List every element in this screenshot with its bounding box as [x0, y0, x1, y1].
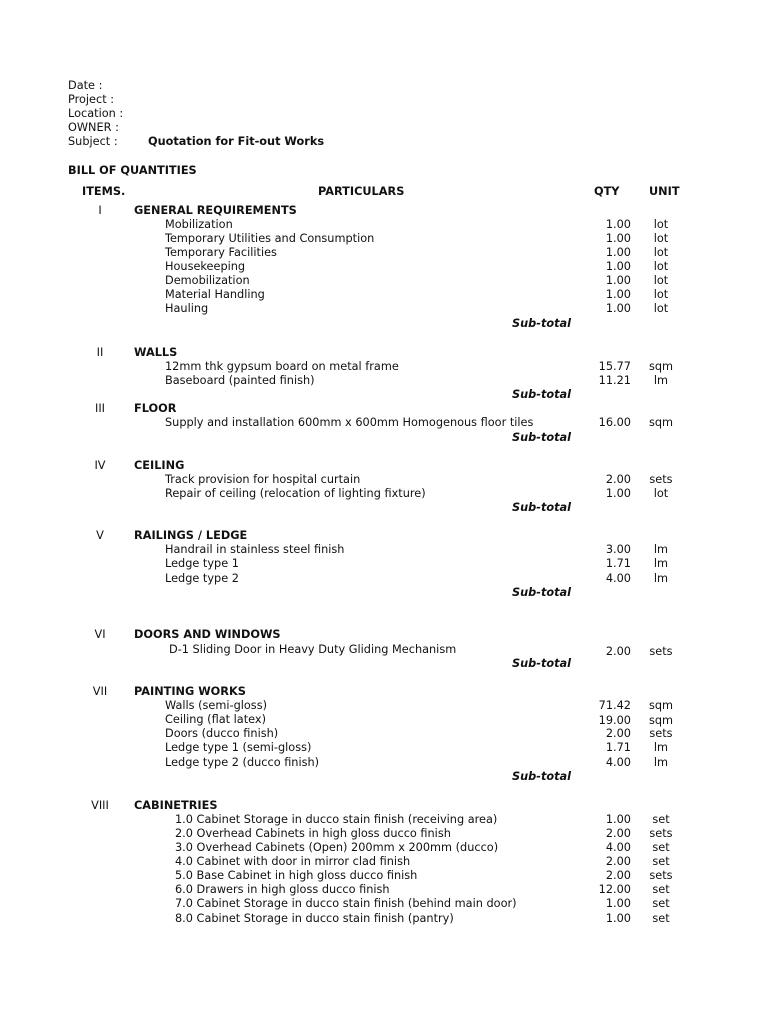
line-item-desc: D-1 Sliding Door in Heavy Duty Gliding Mechanism [169, 643, 457, 656]
line-item-qty: 3.00 [605, 543, 631, 556]
line-item-qty: 1.00 [605, 302, 631, 315]
line-item-desc: Temporary Facilities [165, 246, 277, 259]
section-title: CEILING [134, 459, 185, 472]
line-item-unit: sqm [648, 360, 674, 373]
line-item-qty: 1.00 [605, 288, 631, 301]
line-item-desc: Demobilization [165, 274, 250, 287]
col-header-unit: UNIT [649, 185, 680, 198]
line-item-unit: set [652, 841, 670, 854]
line-item-unit: lot [653, 288, 669, 301]
line-item-desc: 5.0 Base Cabinet in high gloss ducco finish [175, 869, 418, 882]
line-item-unit: set [652, 855, 670, 868]
line-item-qty: 2.00 [605, 473, 631, 486]
section-number: VIII [91, 799, 109, 812]
line-item-unit: sqm [648, 416, 674, 429]
date-label: Date : [68, 79, 103, 92]
section-number: II [96, 346, 104, 359]
section-number: VII [92, 685, 108, 698]
line-item-qty: 15.77 [598, 360, 631, 373]
line-item-qty: 1.00 [605, 246, 631, 259]
line-item-unit: sqm [648, 714, 674, 727]
line-item-desc: Ledge type 2 (ducco finish) [165, 756, 320, 769]
line-item-qty: 1.00 [605, 274, 631, 287]
line-item-unit: lot [653, 232, 669, 245]
line-item-desc: 6.0 Drawers in high gloss ducco finish [175, 883, 390, 896]
section-title: RAILINGS / LEDGE [134, 529, 248, 542]
owner-label: OWNER : [68, 121, 119, 134]
line-item-qty: 4.00 [605, 841, 631, 854]
section-number: III [95, 402, 105, 415]
section-number: I [98, 204, 102, 217]
line-item-desc: Mobilization [165, 218, 233, 231]
line-item-desc: Ledge type 2 [165, 572, 239, 585]
line-item-qty: 2.00 [605, 645, 631, 658]
line-item-desc: 3.0 Overhead Cabinets (Open) 200mm x 200mm (ducco) [175, 841, 499, 854]
line-item-qty: 11.21 [598, 374, 631, 387]
line-item-qty: 2.00 [605, 827, 631, 840]
line-item-unit: lot [653, 246, 669, 259]
line-item-unit: sets [649, 645, 673, 658]
line-item-unit: lm [653, 756, 669, 769]
subtotal-label: Sub-total [511, 317, 571, 330]
line-item-desc: Baseboard (painted finish) [165, 374, 315, 387]
line-item-unit: set [652, 897, 670, 910]
line-item-qty: 1.00 [605, 487, 631, 500]
line-item-desc: Walls (semi-gloss) [165, 699, 267, 712]
line-item-unit: sets [649, 473, 673, 486]
line-item-qty: 2.00 [605, 855, 631, 868]
line-item-qty: 4.00 [605, 756, 631, 769]
line-item-unit: sets [649, 727, 673, 740]
line-item-qty: 1.00 [605, 912, 631, 925]
line-item-unit: set [652, 813, 670, 826]
col-header-qty: QTY [594, 185, 620, 198]
line-item-unit: sets [649, 869, 673, 882]
line-item-unit: sets [649, 827, 673, 840]
line-item-desc: Ceiling (flat latex) [165, 713, 266, 726]
line-item-qty: 71.42 [598, 699, 631, 712]
location-line [68, 107, 148, 120]
section-title: FLOOR [134, 402, 177, 415]
line-item-desc: Supply and installation 600mm x 600mm Homogenous floor tiles [165, 416, 534, 429]
line-item-qty: 1.00 [605, 218, 631, 231]
line-item-qty: 1.00 [605, 897, 631, 910]
section-number: V [96, 529, 104, 542]
subject-label: Subject : [68, 135, 118, 148]
line-item-desc: Track provision for hospital curtain [165, 473, 361, 486]
line-item-unit: set [652, 883, 670, 896]
subject-line [68, 135, 324, 148]
col-header-items: ITEMS. [82, 185, 126, 198]
section-title: PAINTING WORKS [134, 685, 246, 698]
line-item-desc: Temporary Utilities and Consumption [165, 232, 375, 245]
location-label: Location : [68, 107, 124, 120]
subtotal-label: Sub-total [511, 770, 571, 783]
section-title: DOORS AND WINDOWS [134, 628, 281, 641]
line-item-qty: 1.71 [605, 741, 631, 754]
line-item-unit: lm [653, 543, 669, 556]
line-item-qty: 1.00 [605, 260, 631, 273]
line-item-desc: 8.0 Cabinet Storage in ducco stain finish (pantry) [175, 912, 454, 925]
line-item-qty: 19.00 [598, 714, 631, 727]
line-item-desc: 1.0 Cabinet Storage in ducco stain finish (receiving area) [175, 813, 498, 826]
col-header-particulars: PARTICULARS [318, 185, 405, 198]
subtotal-label: Sub-total [511, 586, 571, 599]
line-item-desc: 2.0 Overhead Cabinets in high gloss ducco finish [175, 827, 451, 840]
section-title: GENERAL REQUIREMENTS [134, 204, 297, 217]
line-item-qty: 1.00 [605, 232, 631, 245]
line-item-unit: lot [653, 302, 669, 315]
line-item-qty: 2.00 [605, 727, 631, 740]
line-item-unit: sqm [648, 699, 674, 712]
line-item-unit: lot [653, 274, 669, 287]
line-item-unit: lot [653, 487, 669, 500]
line-item-qty: 2.00 [605, 869, 631, 882]
date-line [68, 79, 148, 92]
project-line [68, 93, 148, 106]
section-title: WALLS [134, 346, 178, 359]
line-item-desc: 7.0 Cabinet Storage in ducco stain finish (behind main door) [175, 897, 517, 910]
line-item-desc: Ledge type 1 (semi-gloss) [165, 741, 312, 754]
section-number: IV [94, 459, 106, 472]
line-item-unit: lm [653, 557, 669, 570]
line-item-unit: lm [653, 572, 669, 585]
subtotal-label: Sub-total [511, 657, 571, 670]
line-item-desc: 4.0 Cabinet with door in mirror clad finish [175, 855, 411, 868]
subtotal-label: Sub-total [511, 501, 571, 514]
line-item-desc: Doors (ducco finish) [165, 727, 279, 740]
owner-line [68, 121, 148, 134]
subtotal-label: Sub-total [511, 431, 571, 444]
section-title: CABINETRIES [134, 799, 218, 812]
line-item-qty: 4.00 [605, 572, 631, 585]
line-item-desc: Handrail in stainless steel finish [165, 543, 345, 556]
line-item-desc: Ledge type 1 [165, 557, 239, 570]
line-item-unit: lm [653, 374, 669, 387]
line-item-desc: Hauling [165, 302, 209, 315]
line-item-unit: set [652, 912, 670, 925]
line-item-desc: Housekeeping [165, 260, 246, 273]
subtotal-label: Sub-total [511, 388, 571, 401]
boq-title: BILL OF QUANTITIES [68, 164, 197, 177]
line-item-qty: 1.71 [605, 557, 631, 570]
line-item-desc: Repair of ceiling (relocation of lighting fixture) [165, 487, 426, 500]
line-item-unit: lm [653, 741, 669, 754]
project-label: Project : [68, 93, 115, 106]
subject-value: Quotation for Fit-out Works [148, 135, 325, 148]
line-item-qty: 1.00 [605, 813, 631, 826]
line-item-desc: Material Handling [165, 288, 265, 301]
line-item-qty: 16.00 [598, 416, 631, 429]
line-item-unit: lot [653, 260, 669, 273]
line-item-desc: 12mm thk gypsum board on metal frame [165, 360, 399, 373]
line-item-unit: lot [653, 218, 669, 231]
line-item-qty: 12.00 [598, 883, 631, 896]
section-number: VI [94, 628, 106, 641]
